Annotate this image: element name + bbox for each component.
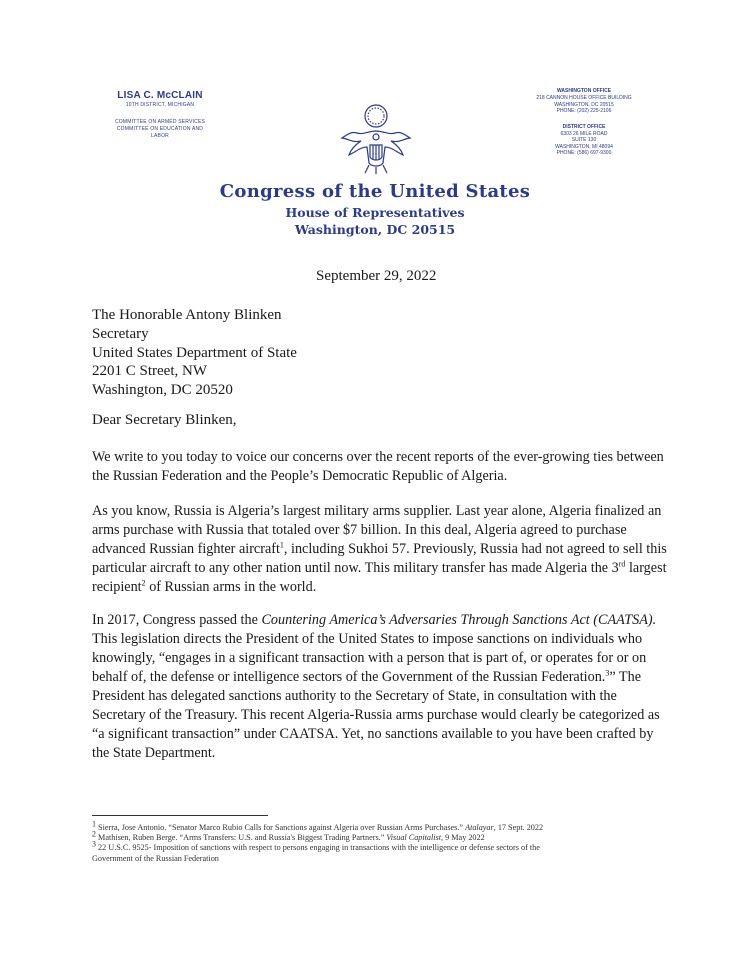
letterhead-right bbox=[528, 88, 640, 157]
footnote-source: Atalayar bbox=[465, 823, 494, 832]
footnote-text: Sierra, Jose Antonio. “Senator Marco Rubio Calls for Sanctions against Algeria over Russian Arms Purchases.” bbox=[96, 823, 466, 832]
recipient-line: Washington, DC 20520 bbox=[92, 382, 233, 399]
office-phone: PHONE: (202) 225-2106 bbox=[556, 108, 612, 114]
representative-name: LISA C. McCLAIN bbox=[117, 90, 203, 101]
congress-title: Congress of the United States bbox=[219, 181, 531, 202]
footnote-number: 3 bbox=[92, 839, 96, 849]
footnote-ref: 2 bbox=[141, 578, 146, 588]
committee-line: COMMITTEE ON EDUCATION AND LABOR bbox=[116, 126, 204, 139]
recipient-line: Secretary bbox=[92, 325, 149, 342]
recipient-line: The Honorable Antony Blinken bbox=[92, 307, 282, 323]
body-paragraph bbox=[92, 611, 667, 763]
footnote-text: Mathisen, Ruben Berge. “Arms Transfers: U.S. and Russia's Biggest Trading Partners.” bbox=[96, 833, 387, 843]
office-address-line: 6303 26 MILE ROAD bbox=[560, 130, 608, 137]
recipient-address bbox=[92, 306, 297, 400]
recipient-line: 2201 C Street, NW bbox=[92, 363, 207, 380]
footnote-ref: 3 bbox=[605, 668, 610, 678]
salutation: Dear Secretary Blinken, bbox=[92, 412, 237, 428]
footnote bbox=[92, 829, 662, 843]
committee-line: COMMITTEE ON ARMED SERVICES bbox=[114, 119, 206, 125]
footnote-source: Visual Capitalist bbox=[386, 833, 442, 843]
body-paragraph bbox=[92, 502, 667, 597]
footnote-continuation: Government of the Russian Federation bbox=[92, 853, 219, 863]
recipient-line: United States Department of State bbox=[92, 344, 297, 361]
body-paragraph bbox=[92, 448, 667, 486]
paragraph-text: largest recipient bbox=[92, 560, 667, 595]
footnote-divider bbox=[92, 815, 268, 816]
footnote-number: 1 bbox=[92, 819, 96, 829]
office-phone: PHONE: (586) 697-9300 bbox=[556, 150, 612, 156]
house-seal-icon bbox=[339, 101, 413, 175]
district-office-heading: DISTRICT OFFICE bbox=[562, 123, 606, 130]
paragraph-text: We write to you today to voice our concerns over the recent reports of the ever-growing ties between the Russian Federation and the People’s Democratic Republic of Algeria. bbox=[92, 449, 664, 484]
paragraph-text: ” The President has delegated sanctions authority to the Secretary of State, in consultation with the Secretary of the Treasury. This recent Algeria-Russia arms purchase would clearly be categorized as “a significant transaction” under CAATSA. Yet, no sanctions available to you have been crafted by the State Department. bbox=[92, 669, 660, 761]
house-title: House of Representatives bbox=[285, 205, 465, 220]
footnote-text: , 17 Sept. 2022 bbox=[493, 823, 544, 832]
footnotes bbox=[92, 819, 662, 864]
city-title: Washington, DC 20515 bbox=[294, 222, 456, 237]
footnote bbox=[92, 819, 662, 833]
paragraph-text: In 2017, Congress passed the bbox=[92, 612, 262, 628]
office-address-line: WASHINGTON, DC 20515 bbox=[554, 101, 614, 108]
ordinal-suffix: rd bbox=[618, 559, 626, 569]
paragraph-text: This legislation directs the President of the United States to impose sanctions on individuals who knowingly, “engages in a significant transaction with a person that is part of, or operates for or on behalf of, the defense or intelligence sectors of the Government of the Russian Federation. bbox=[92, 631, 647, 685]
office-address-line: SUITE 130 bbox=[571, 137, 597, 143]
footnote bbox=[92, 839, 662, 853]
washington-office-heading: WASHINGTON OFFICE bbox=[556, 88, 612, 94]
act-title: Countering America’s Adversaries Through Sanctions Act (CAATSA). bbox=[261, 612, 657, 628]
footnote-ref: 1 bbox=[279, 540, 284, 550]
office-address-line: WASHINGTON, MI 48094 bbox=[555, 143, 613, 150]
footnote-text: , 9 May 2022 bbox=[441, 833, 485, 843]
office-address-line: 218 CANNON HOUSE OFFICE BUILDING bbox=[536, 95, 632, 101]
footnote-number: 2 bbox=[92, 829, 96, 839]
district-label: 10TH DISTRICT, MICHIGAN bbox=[125, 102, 195, 108]
letter-date: September 29, 2022 bbox=[316, 268, 437, 284]
paragraph-text: , including Sukhoi 57. Previously, Russia had not agreed to sell this particular aircraft to any other nation until now. This military transfer has made Algeria the 3 bbox=[92, 541, 667, 576]
paragraph-text: As you know, Russia is Algeria’s largest military arms supplier. Last year alone, Algeria finalized an arms purchase with Russia that totaled over $7 billion. In this deal, Algeria agreed to purchase advanced Russian fighter aircraft bbox=[92, 503, 662, 557]
letterhead-left bbox=[108, 90, 212, 140]
footnote-text: 22 U.S.C. 9525- Imposition of sanctions with respect to persons engaging in transactions with the intelligence or defense sectors of the bbox=[96, 843, 540, 853]
paragraph-text: of Russian arms in the world. bbox=[145, 579, 317, 595]
